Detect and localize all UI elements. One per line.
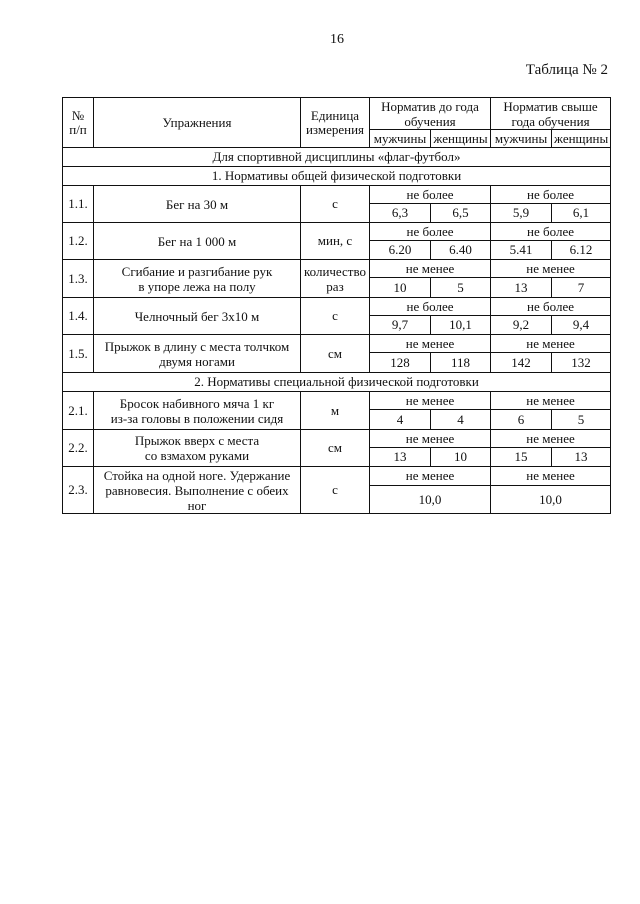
- value-men-first-year: 13: [370, 448, 431, 467]
- row-exercise: Челночный бег 3х10 м: [94, 298, 301, 335]
- header-exercise: Упражнения: [94, 98, 301, 148]
- section-title: 1. Нормативы общей физической подготовки: [63, 167, 611, 186]
- row-unit: с: [301, 186, 370, 223]
- qualifier-over-year: не менее: [491, 467, 611, 486]
- row-num: 1.2.: [63, 223, 94, 260]
- row-num: 1.5.: [63, 335, 94, 373]
- value-first-year: 10,0: [370, 486, 491, 514]
- row-exercise: Бег на 30 м: [94, 186, 301, 223]
- value-men-over-year: 15: [491, 448, 552, 467]
- row-unit: количество раз: [301, 260, 370, 298]
- value-women-over-year: 5: [552, 410, 611, 430]
- qualifier-over-year: не более: [491, 298, 611, 316]
- discipline-row: [63, 148, 611, 167]
- qualifier-over-year: не менее: [491, 392, 611, 410]
- header-women-first-year: женщины: [431, 130, 491, 148]
- value-women-first-year: 4: [431, 410, 491, 430]
- header-men-first-year: мужчины: [370, 130, 431, 148]
- row-unit: см: [301, 335, 370, 373]
- row-exercise: Бросок набивного мяча 1 кг из-за головы в положении сидя: [94, 392, 301, 430]
- row-exercise: Стойка на одной ноге. Удержание равновесия. Выполнение с обеих ног: [94, 467, 301, 514]
- row-num: 1.1.: [63, 186, 94, 223]
- row-unit: с: [301, 298, 370, 335]
- value-men-first-year: 6.20: [370, 241, 431, 260]
- header-row: [63, 98, 611, 130]
- table-caption: Таблица № 2: [525, 62, 608, 78]
- value-women-over-year: 6.12: [552, 241, 611, 260]
- value-men-over-year: 142: [491, 353, 552, 373]
- row-exercise: Прыжок в длину с места толчком двумя ногами: [94, 335, 301, 373]
- table-row: [63, 298, 611, 316]
- value-men-first-year: 6,3: [370, 204, 431, 223]
- value-men-over-year: 13: [491, 278, 552, 298]
- qualifier-first-year: не менее: [370, 260, 491, 278]
- row-unit: см: [301, 430, 370, 467]
- qualifier-over-year: не более: [491, 223, 611, 241]
- value-over-year: 10,0: [491, 486, 611, 514]
- row-num: 1.4.: [63, 298, 94, 335]
- section-row: [63, 167, 611, 186]
- value-women-over-year: 13: [552, 448, 611, 467]
- row-unit: с: [301, 467, 370, 514]
- qualifier-first-year: не более: [370, 186, 491, 204]
- table-row: [63, 335, 611, 353]
- value-women-first-year: 10,1: [431, 316, 491, 335]
- value-women-over-year: 132: [552, 353, 611, 373]
- table-row: [63, 260, 611, 278]
- row-num: 2.2.: [63, 430, 94, 467]
- header-women-over-year: женщины: [552, 130, 611, 148]
- section-title: 2. Нормативы специальной физической подготовки: [63, 373, 611, 392]
- qualifier-first-year: не менее: [370, 392, 491, 410]
- section-row: [63, 373, 611, 392]
- qualifier-first-year: не более: [370, 223, 491, 241]
- table-row: [63, 223, 611, 241]
- page-number: 16: [330, 32, 344, 47]
- value-women-first-year: 6,5: [431, 204, 491, 223]
- table-row: [63, 186, 611, 204]
- value-women-over-year: 7: [552, 278, 611, 298]
- value-men-first-year: 9,7: [370, 316, 431, 335]
- value-women-first-year: 5: [431, 278, 491, 298]
- qualifier-first-year: не менее: [370, 467, 491, 486]
- table-row: [63, 430, 611, 448]
- value-men-over-year: 6: [491, 410, 552, 430]
- header-unit: Единица измерения: [301, 98, 370, 148]
- value-men-over-year: 5.41: [491, 241, 552, 260]
- qualifier-over-year: не более: [491, 186, 611, 204]
- row-num: 2.3.: [63, 467, 94, 514]
- value-women-first-year: 6.40: [431, 241, 491, 260]
- value-women-first-year: 118: [431, 353, 491, 373]
- header-first-year: Норматив до года обучения: [370, 98, 491, 130]
- norms-table: [62, 97, 611, 514]
- table-row: [63, 467, 611, 486]
- row-num: 1.3.: [63, 260, 94, 298]
- value-women-over-year: 9,4: [552, 316, 611, 335]
- row-num: 2.1.: [63, 392, 94, 430]
- row-unit: мин, с: [301, 223, 370, 260]
- value-women-over-year: 6,1: [552, 204, 611, 223]
- table-row: [63, 392, 611, 410]
- value-women-first-year: 10: [431, 448, 491, 467]
- qualifier-over-year: не менее: [491, 430, 611, 448]
- row-exercise: Сгибание и разгибание рук в упоре лежа на полу: [94, 260, 301, 298]
- row-exercise: Бег на 1 000 м: [94, 223, 301, 260]
- row-unit: м: [301, 392, 370, 430]
- qualifier-over-year: не менее: [491, 335, 611, 353]
- value-men-over-year: 9,2: [491, 316, 552, 335]
- header-over-year: Норматив свыше года обучения: [491, 98, 611, 130]
- value-men-first-year: 10: [370, 278, 431, 298]
- discipline-title: Для спортивной дисциплины «флаг-футбол»: [63, 148, 611, 167]
- header-men-over-year: мужчины: [491, 130, 552, 148]
- header-num: № п/п: [63, 98, 94, 148]
- value-men-first-year: 128: [370, 353, 431, 373]
- qualifier-first-year: не менее: [370, 335, 491, 353]
- qualifier-first-year: не более: [370, 298, 491, 316]
- qualifier-over-year: не менее: [491, 260, 611, 278]
- value-men-over-year: 5,9: [491, 204, 552, 223]
- row-exercise: Прыжок вверх с места со взмахом руками: [94, 430, 301, 467]
- qualifier-first-year: не менее: [370, 430, 491, 448]
- value-men-first-year: 4: [370, 410, 431, 430]
